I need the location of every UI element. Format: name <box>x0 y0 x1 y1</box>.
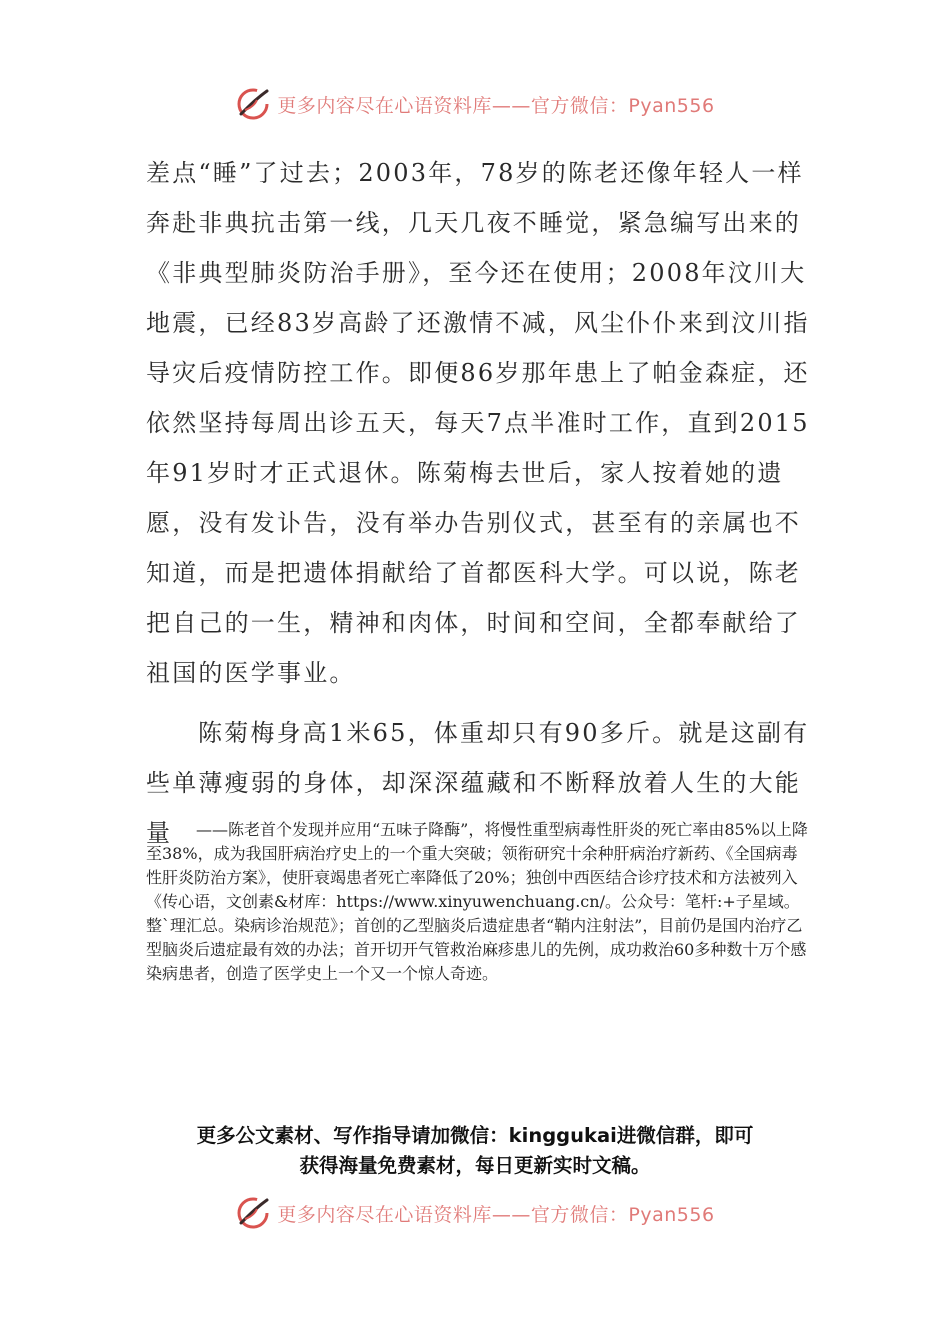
header-banner-text: 更多内容尽在心语资料库——官方微信：Pyan556 <box>277 94 715 117</box>
footer-banner <box>0 1193 950 1233</box>
paragraph-2: 陈菊梅身高1米65，体重却只有90多斤。就是这副有些单薄瘦弱的身体，却深深蕴藏和不断释放着人生的大能量 <box>146 719 810 847</box>
cta-line-1: 更多公文素材、写作指导请加微信：kinggukai进微信群，即可 <box>196 1124 754 1147</box>
article-body <box>146 148 811 858</box>
wechat-cta <box>140 1121 810 1181</box>
brush-circle-logo-icon <box>235 86 271 122</box>
cta-line-2: 获得海量免费素材，每日更新实时文稿。 <box>299 1154 651 1177</box>
footnote-paragraph: ——陈老首个发现并应用“五味子降酶”，将慢性重型病毒性肝炎的死亡率由85%以上降至38%，成为我国肝病治疗史上的一个重大突破；领衔研究十余种肝病治疗新药、《全国病毒性肝炎防治方案》，使肝衰竭患者死亡率降低了20%；独创中西医结合诊疗技术和方法被列入《传心语，文创素&材库：https://www.xinyuwenchuang.cn/。公众号：笔杆:+子星域。整`理汇总。染病诊治规范》；首创的乙型脑炎后遗症患者“鞘内注射法”，目前仍是国内治疗乙型脑炎后遗症最有效的办法；首开切开气管救治麻疹患儿的先例，成功救治60多种数十万个感染病患者，创造了医学史上一个又一个惊人奇迹。 <box>146 820 808 983</box>
footer-banner-text: 更多内容尽在心语资料库——官方微信：Pyan556 <box>277 1203 715 1226</box>
header-banner <box>0 84 950 124</box>
paragraph-1: 差点“睡”了过去；2003年，78岁的陈老还像年轻人一样奔赴非典抗击第一线，几天几夜不睡觉，紧急编写出来的《非典型肺炎防治手册》，至今还在使用；2008年汶川大地震，已经83岁高龄了还激情不减，风尘仆仆来到汶川指导灾后疫情防控工作。即便86岁那年患上了帕金森症，还依然坚持每周出诊五天，每天7点半准时工作，直到2015年91岁时才正式退休。陈菊梅去世后，家人按着她的遗愿，没有发讣告，没有举办告别仪式，甚至有的亲属也不知道，而是把遗体捐献给了首都医科大学。可以说，陈老把自己的一生，精神和肉体，时间和空间，全都奉献给了祖国的医学事业。 <box>146 159 810 687</box>
brush-circle-logo-icon <box>235 1195 271 1231</box>
